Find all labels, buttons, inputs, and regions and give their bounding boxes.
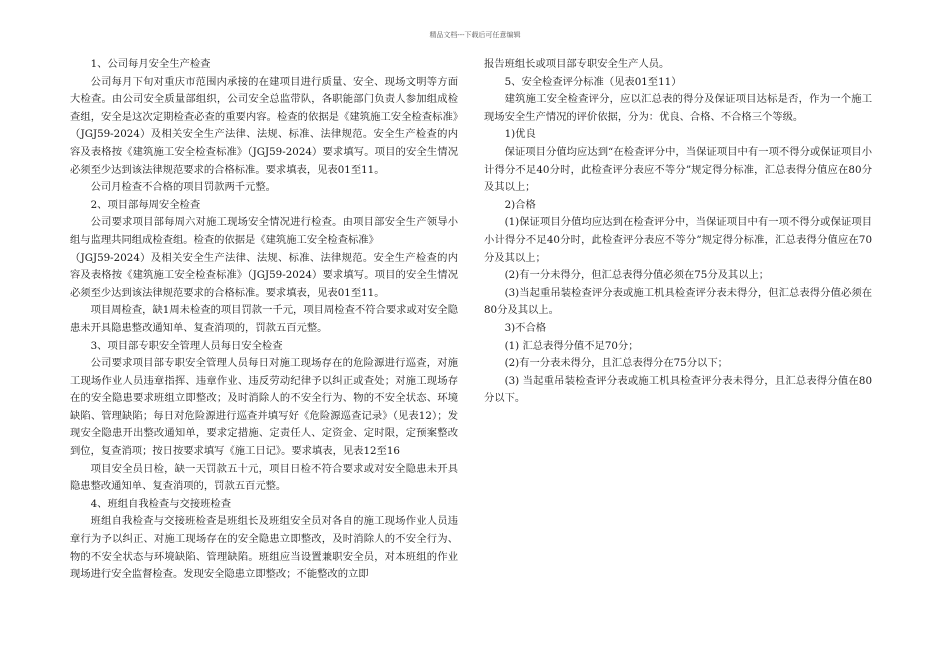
paragraph: 3)不合格 — [504, 321, 547, 334]
paragraph: 4、班组自我检查与交接班检查 — [90, 497, 232, 510]
paragraph: 公司月检查不合格的项目罚款两千元整。 — [90, 181, 276, 194]
paragraph: (3)当起重吊装检查评分表或施工机具检查评分表未得分，但汇总表得分值必须在80分及其以上。 — [484, 286, 872, 317]
paragraph: 公司每月下旬对重庆市范围内承接的在建项目进行质量、安全、现场文明等方面大检查。由公司安全质量部组织，公司安全总监带队，各职能部门负责人参加组成检查组，安全是这次定期检查必查的重要内容。检查的依据是《建筑施工安全检查标准》（JGJ59-2024）及相关安全生产法律、法规、标准、法律规范。安全生产检查的内容及表格按《建筑施工安全检查标准》（JGJ59-2024）要求填写。项目的安全生情况必须至少达到该法律规范要求的合格标准。要求填表，见表01至11。 — [70, 75, 458, 176]
paragraph: (2)有一分表未得分，且汇总表得分在75分以下； — [504, 357, 728, 370]
paragraph: 保证项目分值均应达到“在检查评分中，当保证项目中有一项不得分或保证项目小计得分不足40分时，此检查评分表应不等分”规定得分标准，汇总表得分值应在80分及其以上； — [484, 145, 872, 194]
page-header-watermark: 精品文档---下载后可任意编辑 — [429, 31, 521, 39]
paragraph: 5、安全检查评分标准（见表01至11） — [504, 75, 682, 88]
paragraph: （JGJ59-2024）及相关安全生产法律、法规、标准、法律规范。安全生产检查的内容及表格按《建筑施工安全检查标准》（JGJ59-2024）要求填写。项目的安全生情况必须至少达到该法律规范要求的合格标准。要求填表，见表01至11。 — [70, 251, 458, 299]
paragraph: 报告班组长或项目部专职安全生产人员。 — [484, 58, 670, 70]
paragraph: (1)保证项目分值均应达到在检查评分中，当保证项目中有一项不得分或保证项目小计得分不足40分时，此检查评分表应不等分”规定得分标准，汇总表得分值应在70分及其以上； — [484, 216, 872, 264]
right-text-column — [484, 56, 872, 408]
paragraph: 公司要求项目部每周六对施工现场安全情况进行检查。由项目部安全生产领导小组与监理共同组成检查组。检查的依据是《建筑施工安全检查标准》 — [70, 216, 458, 246]
left-text-column — [70, 56, 458, 584]
paragraph: 项目周检查，缺1周未检查的项目罚款一千元，项目周检查不符合要求或对安全隐患未开具隐患整改通知单、复查消项的，罚款五百元整。 — [70, 304, 458, 334]
paragraph: 1)优良 — [504, 128, 536, 141]
paragraph: 公司要求项目部专职安全管理人员每日对施工现场存在的危险源进行巡查，对施工现场作业人员违章指挥、违章作业、违反劳动纪律予以纠正或查处；对施工现场存在的安全隐患要求班组立即整改；及时消除人的不安全行为、物的不安全状态、环境缺陷、管理缺陷；每日对危险源进行巡查并填写好《危险源巡查记录》（见表12）；发现安全隐患开出整改通知单，要求定措施、定责任人、定资金、定时限，定预案整改到位，复查消项；按日按要求填写《施工日记》。要求填表，见表12至16 — [70, 357, 458, 458]
paragraph: 建筑施工安全检查评分，应以汇总表的得分及保证项目达标是否，作为一个施工现场安全生产情况的评价依据，分为：优良、合格、不合格三个等级。 — [484, 93, 872, 123]
paragraph: 2)合格 — [504, 198, 536, 211]
paragraph: 3、项目部专职安全管理人员每日安全检查 — [90, 339, 283, 352]
paragraph: 1、公司每月安全生产检查 — [90, 58, 211, 70]
paragraph: 项目安全员日检，缺一天罚款五十元，项目日检不符合要求或对安全隐患未开具隐患整改通知单、复查消项的，罚款五百元整。 — [70, 462, 458, 493]
paragraph: (2)有一分未得分，但汇总表得分值必须在75分及其以上； — [504, 269, 770, 282]
paragraph: 班组自我检查与交接班检查是班组长及班组安全员对各自的施工现场作业人员违章行为予以纠正、对施工现场存在的安全隐患立即整改，及时消除人的不安全行为、物的不安全状态与环境缺陷、管理缺陷。班组应当设置兼职安全员，对本班组的作业现场进行安全监督检查。发现安全隐患立即整改；不能整改的立即 — [70, 515, 458, 581]
paragraph: (1) 汇总表得分值不足70分； — [504, 339, 639, 352]
paragraph: (3) 当起重吊装检查评分表或施工机具检查评分表未得分，且汇总表得分值在80分以下。 — [484, 374, 872, 405]
paragraph: 2、项目部每周安全检查 — [90, 198, 201, 211]
